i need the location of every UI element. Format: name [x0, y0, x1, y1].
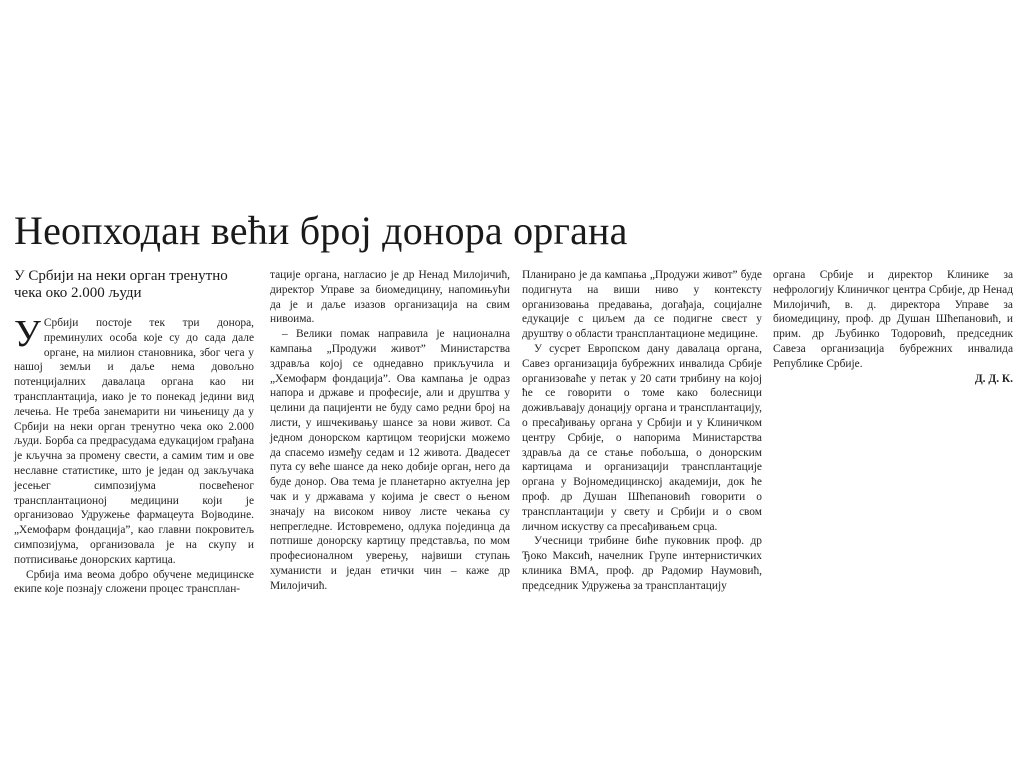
article-column-3: [522, 268, 762, 594]
author-byline: Д. Д. К.: [974, 372, 1013, 385]
paragraph: У сусрет Европском дану давалаца органа, Савез организација бубрежних инвалида Србије организоваће у петак у 20 сати трибину на којој ће се говорити о томе како болесници доживљавају донацију органа и трансплантацију, о пресађивању органа у Србији и у Клиничком центру Србије, о напорима Министарства здравља да се стање побољша, о донорским картицама и организацији трансплантације органа у Војномедицинској академији, док ће проф. др Душан Шћепановић говорити о трансплантацији у свету и Србији и о свом личном искуству са пресађивањем срца.: [522, 342, 762, 533]
article-column-2: [270, 268, 510, 594]
article-column-1: [14, 268, 254, 597]
subheadline: У Србији на неки орган тренутно чека око 2.000 људи: [14, 268, 228, 301]
lead-paragraph: [14, 313, 254, 568]
paragraph: Планирано је да кампања „Продужи живот” буде подигнута на виши ниво у контексту организовања предавања, догађаја, социјалне едукације с циљем да се подигне свест у друштву о области трансплантационе медицине.: [522, 269, 762, 341]
paragraph: – Велики помак направила је национална кампања „Продужи живот” Министарства здравља којој се однедавно прикључила и „Хемофарм фондација”. Ова кампања је одраз напора и државе и професије, али и друштва у целини да пацијенти не буду само редни број на листи, у ишчекивању шансе за нови живот. Са једном донорском картицом теоријски можемо да спасемо између седам и 12 живота. Двадесет пута су веће шансе да неко добије орган, него да буде донор. Ова тема је планетарно актуелна јер чак и у државама у којима је свест о њеном значају на високом нивоу листе чекања су непрегледне. Истовремено, одлука појединца да потпише донорску картицу представља, по мом професионалном уверењу, највиши ступањ хуманисти и један етички чин – каже др Милојичић.: [270, 328, 510, 592]
paragraph: Србија има веома добро обучене медицинске екипе које познају сложени процес трансплан-: [14, 568, 254, 596]
drop-cap: У: [14, 313, 41, 355]
headline: Неопходан већи број донора органа: [14, 208, 628, 253]
lead-paragraph-text: Србији постоје тек три донора, преминулих особа које су до сада дале органе, на милион становника, због чега у нашој земљи и даље нема довољно потенцијалних давалаца органа као ни трансплантација, иако је то понекад једини вид лечења. Не треба занемарити ни чињеницу да у Србији на неки орган тренутно чека око 2.000 људи. Борба са предрасудама едукацијом грађана је кључна за промену свести, а самим тим и ове неславне статистике, што је један од закључака јесењег симпозијума посвећеног трансплантационој медицини који је организовао Удружење фармацеута Војводине. „Хемофарм фондација”, као главни покровитељ симпозијума, организовала је на скупу и потписивање донорских картица.: [14, 317, 254, 566]
article-column-4: [773, 268, 1013, 386]
paragraph: органа Србије и директор Клинике за нефрологију Клиничког центра Србије, др Ненад Милојичић, в. д. директора Управе за биомедицину, проф. др Душан Шћепановић, и прим. др Љубинко Тодоровић, председник Савеза организација бубрежних инвалида Републике Србије.: [773, 269, 1013, 370]
paragraph: тације органа, нагласио је др Ненад Милојичић, директор Управе за биомедицину, напомињући да је и даље изазов организација на свим нивоима.: [270, 269, 510, 326]
paragraph: Учесници трибине биће пуковник проф. др Ђоко Максић, начелник Групе интернистичких клиника ВМА, проф. др Радомир Наумовић, председник Удружења за трансплантацију: [522, 535, 762, 592]
